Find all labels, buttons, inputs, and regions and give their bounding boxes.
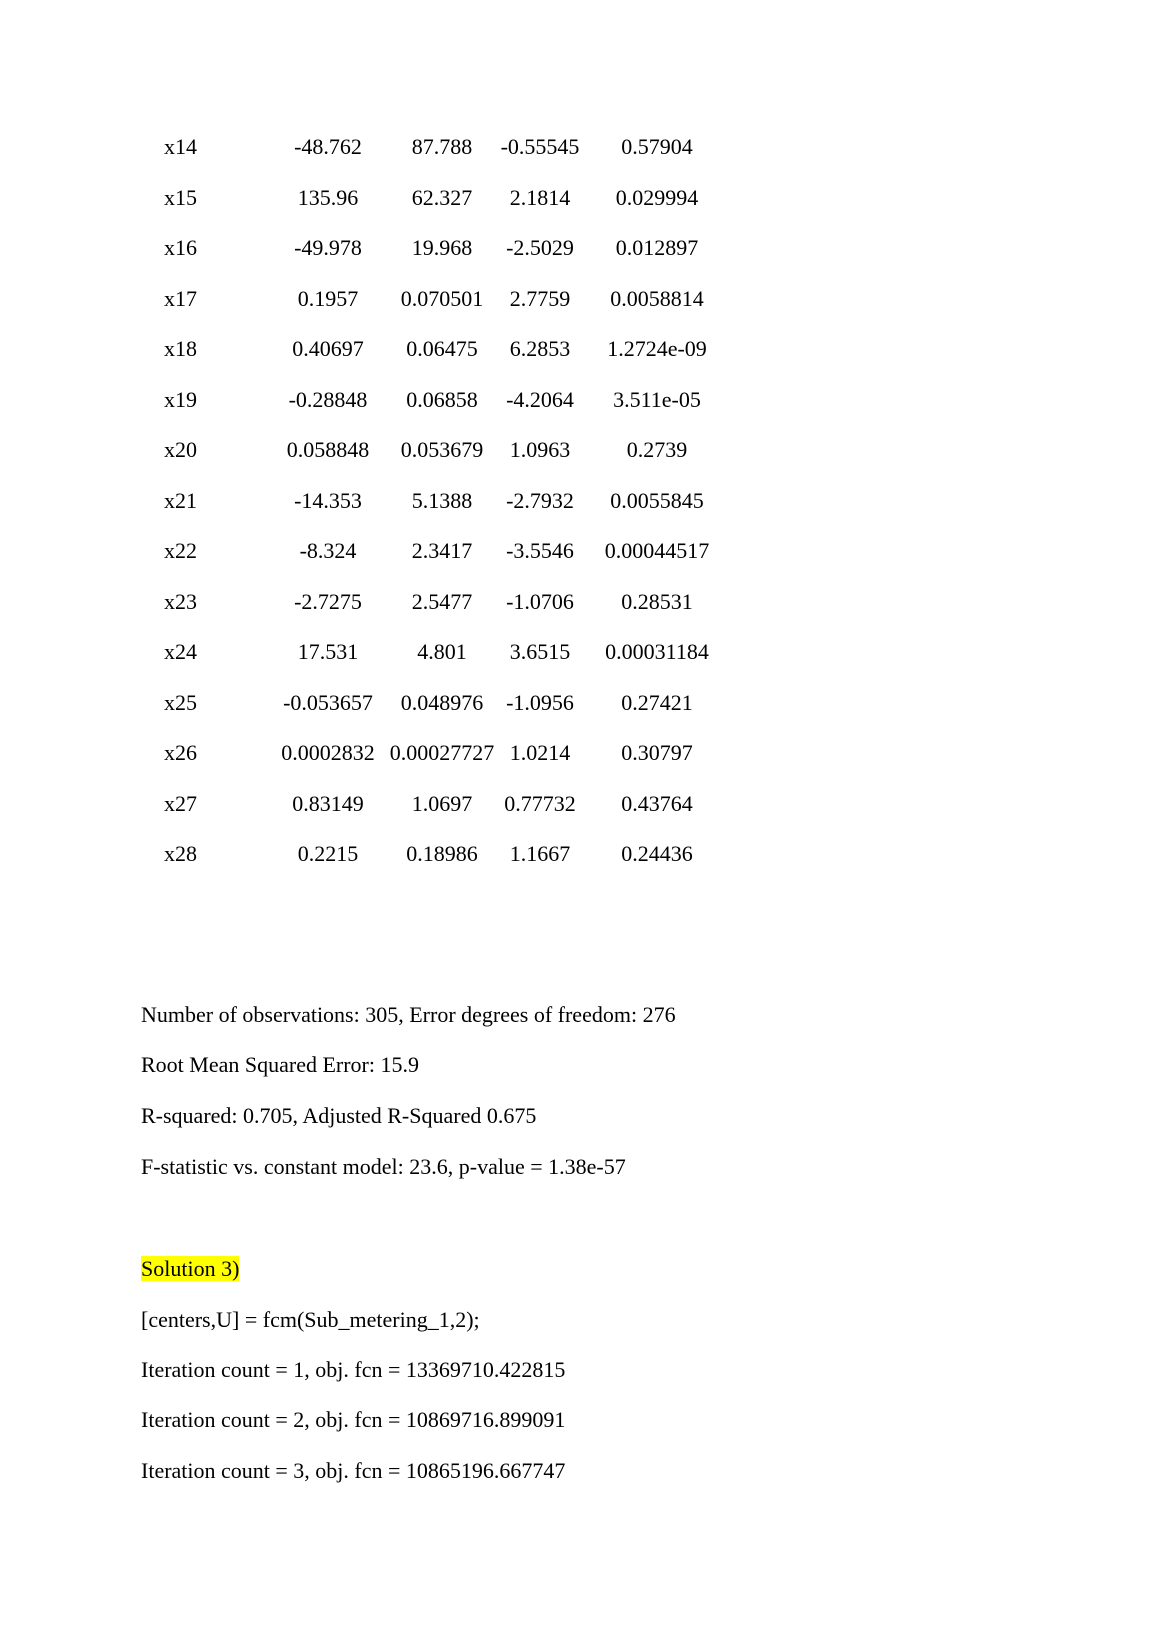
coef-se: 0.06858 (406, 386, 478, 412)
coef-tstat: 1.0963 (509, 437, 571, 462)
coef-se: 1.0697 (411, 790, 473, 816)
coef-tstat: -2.7932 (506, 487, 574, 513)
coefficient-row (0, 688, 1158, 739)
coef-estimate: -14.353 (294, 487, 362, 513)
coefficient-table (0, 132, 1158, 890)
coef-pvalue: 0.00044517 (604, 538, 710, 563)
coef-pvalue: 0.28531 (621, 588, 693, 614)
coefficient-row (0, 435, 1158, 486)
coefficient-row (0, 789, 1158, 840)
coefficient-row (0, 385, 1158, 436)
coef-se: 2.3417 (411, 538, 473, 563)
coef-tstat: 6.2853 (509, 336, 571, 361)
coef-pvalue: 0.27421 (621, 689, 693, 715)
observations-line: Number of observations: 305, Error degrees of freedom: 276 (141, 1002, 676, 1027)
coef-name: x17 (164, 285, 197, 311)
coefficient-row (0, 183, 1158, 234)
coef-pvalue: 1.2724e-09 (607, 336, 707, 361)
coef-se: 0.06475 (406, 336, 478, 361)
coef-estimate: -49.978 (294, 235, 362, 260)
coef-estimate: -48.762 (294, 134, 362, 159)
coef-name: x15 (164, 184, 197, 210)
coef-se: 2.5477 (411, 588, 473, 614)
coef-name: x19 (164, 386, 197, 412)
coef-estimate: 0.83149 (292, 790, 364, 816)
coefficient-row (0, 132, 1158, 183)
coef-se: 87.788 (411, 134, 473, 159)
coef-se: 5.1388 (411, 487, 473, 513)
coef-tstat: 2.1814 (509, 184, 571, 210)
rsquared-line: R-squared: 0.705, Adjusted R-Squared 0.675 (141, 1103, 537, 1128)
coef-pvalue: 0.30797 (621, 740, 693, 765)
coef-pvalue: 0.029994 (615, 184, 699, 210)
coef-se: 62.327 (411, 184, 473, 210)
coef-pvalue: 0.43764 (621, 790, 693, 816)
coef-estimate: 0.40697 (292, 336, 364, 361)
coef-pvalue: 0.2739 (626, 437, 688, 462)
coef-estimate: 135.96 (297, 184, 359, 210)
coef-se: 19.968 (411, 235, 473, 260)
coef-estimate: 0.0002832 (281, 740, 375, 765)
coef-tstat: -1.0706 (506, 588, 574, 614)
coef-name: x24 (164, 639, 197, 664)
coef-estimate: 0.058848 (286, 437, 370, 462)
coef-pvalue: 0.24436 (621, 841, 693, 866)
coef-tstat: 1.0214 (509, 740, 571, 765)
coefficient-row (0, 536, 1158, 587)
solution-heading (141, 1254, 239, 1284)
coef-estimate: -0.28848 (288, 386, 368, 412)
coef-tstat: 1.1667 (509, 841, 571, 866)
iteration-line-1: Iteration count = 1, obj. fcn = 13369710.422815 (141, 1357, 566, 1382)
coefficient-row (0, 839, 1158, 890)
coef-name: x28 (164, 841, 197, 866)
coef-name: x20 (164, 437, 197, 462)
fstat-line: F-statistic vs. constant model: 23.6, p-value = 1.38e-57 (141, 1154, 626, 1179)
coef-name: x21 (164, 487, 197, 513)
coefficient-row (0, 486, 1158, 537)
coef-tstat: 2.7759 (509, 285, 571, 311)
coefficient-row (0, 738, 1158, 789)
coef-se: 0.053679 (400, 437, 484, 462)
code-line: [centers,U] = fcm(Sub_metering_1,2); (141, 1307, 480, 1332)
coef-tstat: 0.77732 (504, 790, 576, 816)
coef-name: x26 (164, 740, 197, 765)
coef-estimate: -2.7275 (294, 588, 362, 614)
iteration-line-2: Iteration count = 2, obj. fcn = 10869716.899091 (141, 1407, 566, 1432)
coefficient-row (0, 334, 1158, 385)
coef-pvalue: 3.511e-05 (613, 386, 701, 412)
coefficient-row (0, 637, 1158, 688)
coef-name: x25 (164, 689, 197, 715)
coef-name: x18 (164, 336, 197, 361)
iteration-line-3: Iteration count = 3, obj. fcn = 10865196.667747 (141, 1458, 566, 1483)
coef-estimate: 17.531 (297, 639, 359, 664)
coef-tstat: 3.6515 (509, 639, 571, 664)
coef-pvalue: 0.012897 (615, 235, 699, 260)
coef-name: x22 (164, 538, 197, 563)
coef-name: x23 (164, 588, 197, 614)
coef-estimate: 0.1957 (297, 285, 359, 311)
coefficient-row (0, 587, 1158, 638)
coef-pvalue: 0.00031184 (605, 639, 709, 664)
coef-se: 0.048976 (400, 689, 484, 715)
coefficient-row (0, 233, 1158, 284)
coef-name: x14 (164, 134, 197, 159)
coef-name: x27 (164, 790, 197, 816)
coef-name: x16 (164, 235, 197, 260)
coef-tstat: -3.5546 (506, 538, 574, 563)
coef-tstat: -0.55545 (500, 134, 580, 159)
coef-tstat: -2.5029 (506, 235, 574, 260)
coef-estimate: -8.324 (299, 538, 357, 563)
solution-heading-text: Solution 3) (141, 1256, 240, 1281)
coef-estimate: -0.053657 (283, 689, 373, 715)
coef-se: 0.18986 (406, 841, 478, 866)
coef-tstat: -1.0956 (506, 689, 574, 715)
rmse-line: Root Mean Squared Error: 15.9 (141, 1052, 419, 1077)
coefficient-row (0, 284, 1158, 335)
coef-pvalue: 0.57904 (621, 134, 693, 159)
coef-pvalue: 0.0055845 (610, 487, 704, 513)
coef-se: 0.070501 (400, 285, 484, 311)
coef-se: 0.00027727 (389, 740, 495, 765)
coef-se: 4.801 (417, 639, 467, 664)
coef-pvalue: 0.0058814 (610, 285, 704, 311)
coef-estimate: 0.2215 (297, 841, 359, 866)
coef-tstat: -4.2064 (506, 386, 574, 412)
